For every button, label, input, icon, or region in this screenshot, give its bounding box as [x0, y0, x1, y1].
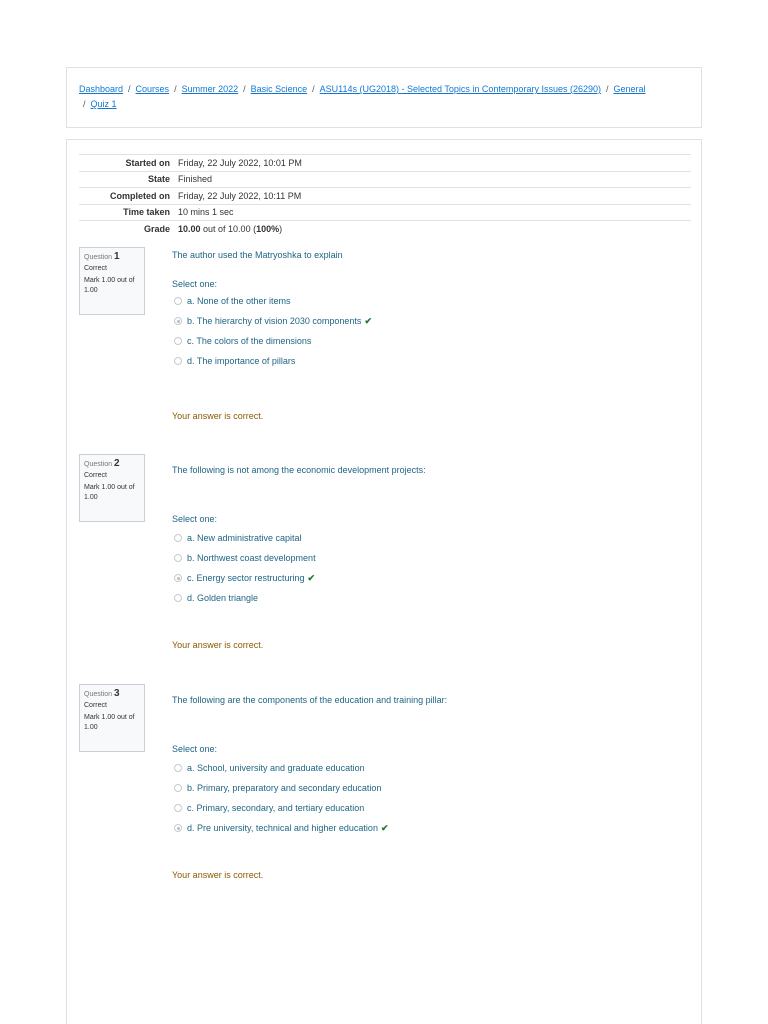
answer-list	[174, 291, 372, 371]
question-info	[79, 454, 145, 522]
radio-button[interactable]	[174, 784, 182, 792]
question-number: Question 2	[84, 458, 120, 469]
summary-value: Finished	[178, 174, 213, 185]
breadcrumb-courses[interactable]: Courses	[135, 84, 170, 94]
radio-button[interactable]	[174, 554, 182, 562]
answer-label: a. None of the other items	[187, 296, 291, 306]
breadcrumb-separator: /	[243, 84, 246, 94]
summary-label: Completed on	[110, 190, 170, 201]
answer-option[interactable]	[174, 528, 316, 548]
grade-close: )	[279, 224, 283, 234]
summary-row	[79, 204, 691, 221]
check-icon: ✔	[364, 315, 372, 326]
grade-value	[174, 221, 691, 238]
grade-score: 10.00	[178, 224, 201, 234]
question-status: Correct	[84, 265, 107, 272]
answer-option[interactable]	[174, 588, 316, 608]
question-mark: Mark 1.00 out of 1.00	[84, 484, 135, 501]
radio-button-checked[interactable]	[174, 317, 182, 325]
answer-option[interactable]	[174, 311, 372, 331]
answer-option[interactable]	[174, 351, 372, 371]
summary-label: Time taken	[123, 207, 170, 218]
question-text: The following is not among the economic development projects:	[172, 465, 426, 475]
answer-label: c. The colors of the dimensions	[187, 336, 312, 346]
answer-label: d. Golden triangle	[187, 593, 259, 603]
answer-option[interactable]	[174, 568, 316, 588]
answer-feedback: Your answer is correct.	[172, 870, 264, 880]
question-mark: Mark 1.00 out of 1.00	[84, 277, 135, 294]
answer-option[interactable]	[174, 291, 372, 311]
answer-label: c. Primary, secondary, and tertiary education	[187, 803, 365, 813]
grade-percent: 100%	[256, 224, 280, 234]
breadcrumb-quiz-1[interactable]: Quiz 1	[90, 99, 117, 109]
check-icon: ✔	[380, 822, 389, 833]
radio-button[interactable]	[174, 337, 182, 345]
question-number: Question 1	[84, 251, 120, 262]
breadcrumb	[66, 67, 702, 128]
attempt-summary-table	[79, 154, 691, 237]
quiz-review-panel	[66, 139, 702, 1024]
breadcrumb-course[interactable]: ASU114s (UG2018) - Selected Topics in Contemporary Issues (26290)	[319, 84, 601, 94]
radio-button[interactable]	[174, 764, 182, 772]
summary-label: Started on	[125, 157, 170, 168]
question-info	[79, 684, 145, 752]
radio-button[interactable]	[174, 594, 182, 602]
check-icon: ✔	[307, 572, 316, 583]
summary-value: Friday, 22 July 2022, 10:11 PM	[178, 190, 302, 201]
breadcrumb-separator: /	[312, 84, 315, 94]
select-one-label: Select one:	[172, 744, 218, 754]
answer-label: b. The hierarchy of vision 2030 components	[187, 316, 362, 326]
breadcrumb-separator: /	[174, 84, 177, 94]
answer-label: a. New administrative capital	[187, 533, 302, 543]
answer-label: a. School, university and graduate education	[187, 763, 365, 773]
question-text: The author used the Matryoshka to explain	[172, 250, 343, 260]
radio-button-checked[interactable]	[174, 824, 182, 832]
radio-button-checked[interactable]	[174, 574, 182, 582]
answer-label: d. Pre university, technical and higher education	[187, 823, 378, 833]
breadcrumb-dashboard[interactable]: Dashboard	[79, 84, 124, 94]
answer-label: b. Northwest coast development	[187, 553, 316, 563]
select-one-label: Select one:	[172, 514, 218, 524]
question-text: The following are the components of the education and training pillar:	[172, 695, 448, 705]
radio-button[interactable]	[174, 357, 182, 365]
answer-list	[174, 758, 389, 838]
breadcrumb-separator: /	[128, 84, 131, 94]
select-one-label: Select one:	[172, 279, 218, 289]
summary-value: 10 mins 1 sec	[178, 207, 234, 218]
breadcrumb-separator: /	[605, 84, 609, 94]
radio-button[interactable]	[174, 804, 182, 812]
question-info	[79, 247, 145, 315]
summary-value: Friday, 22 July 2022, 10:01 PM	[178, 157, 302, 168]
answer-option[interactable]	[174, 758, 389, 778]
breadcrumb-summer-2022[interactable]: Summer 2022	[181, 84, 239, 94]
summary-row	[79, 188, 691, 205]
question-status: Correct	[84, 702, 107, 709]
answer-label: d. The importance of pillars	[187, 356, 296, 366]
answer-label: b. Primary, preparatory and secondary education	[187, 783, 382, 793]
answer-option[interactable]	[174, 818, 389, 838]
answer-option[interactable]	[174, 331, 372, 351]
grade-out-of: out of 10.00 (	[200, 224, 257, 234]
radio-button[interactable]	[174, 297, 182, 305]
summary-label: Grade	[143, 224, 170, 234]
answer-list	[174, 528, 316, 608]
summary-row	[79, 155, 691, 172]
question-status: Correct	[84, 472, 107, 479]
radio-button[interactable]	[174, 534, 182, 542]
breadcrumb-general[interactable]: General	[613, 84, 646, 94]
summary-label: State	[147, 174, 170, 185]
answer-feedback: Your answer is correct.	[172, 411, 264, 421]
question-mark: Mark 1.00 out of 1.00	[84, 714, 135, 731]
breadcrumb-separator: /	[83, 99, 86, 109]
summary-row-grade	[79, 221, 691, 238]
breadcrumb-basic-science[interactable]: Basic Science	[250, 84, 308, 94]
answer-feedback: Your answer is correct.	[172, 640, 264, 650]
answer-option[interactable]	[174, 798, 389, 818]
answer-option[interactable]	[174, 548, 316, 568]
summary-row	[79, 171, 691, 188]
answer-label: c. Energy sector restructuring	[187, 573, 305, 583]
answer-option[interactable]	[174, 778, 389, 798]
question-number: Question 3	[84, 688, 120, 699]
